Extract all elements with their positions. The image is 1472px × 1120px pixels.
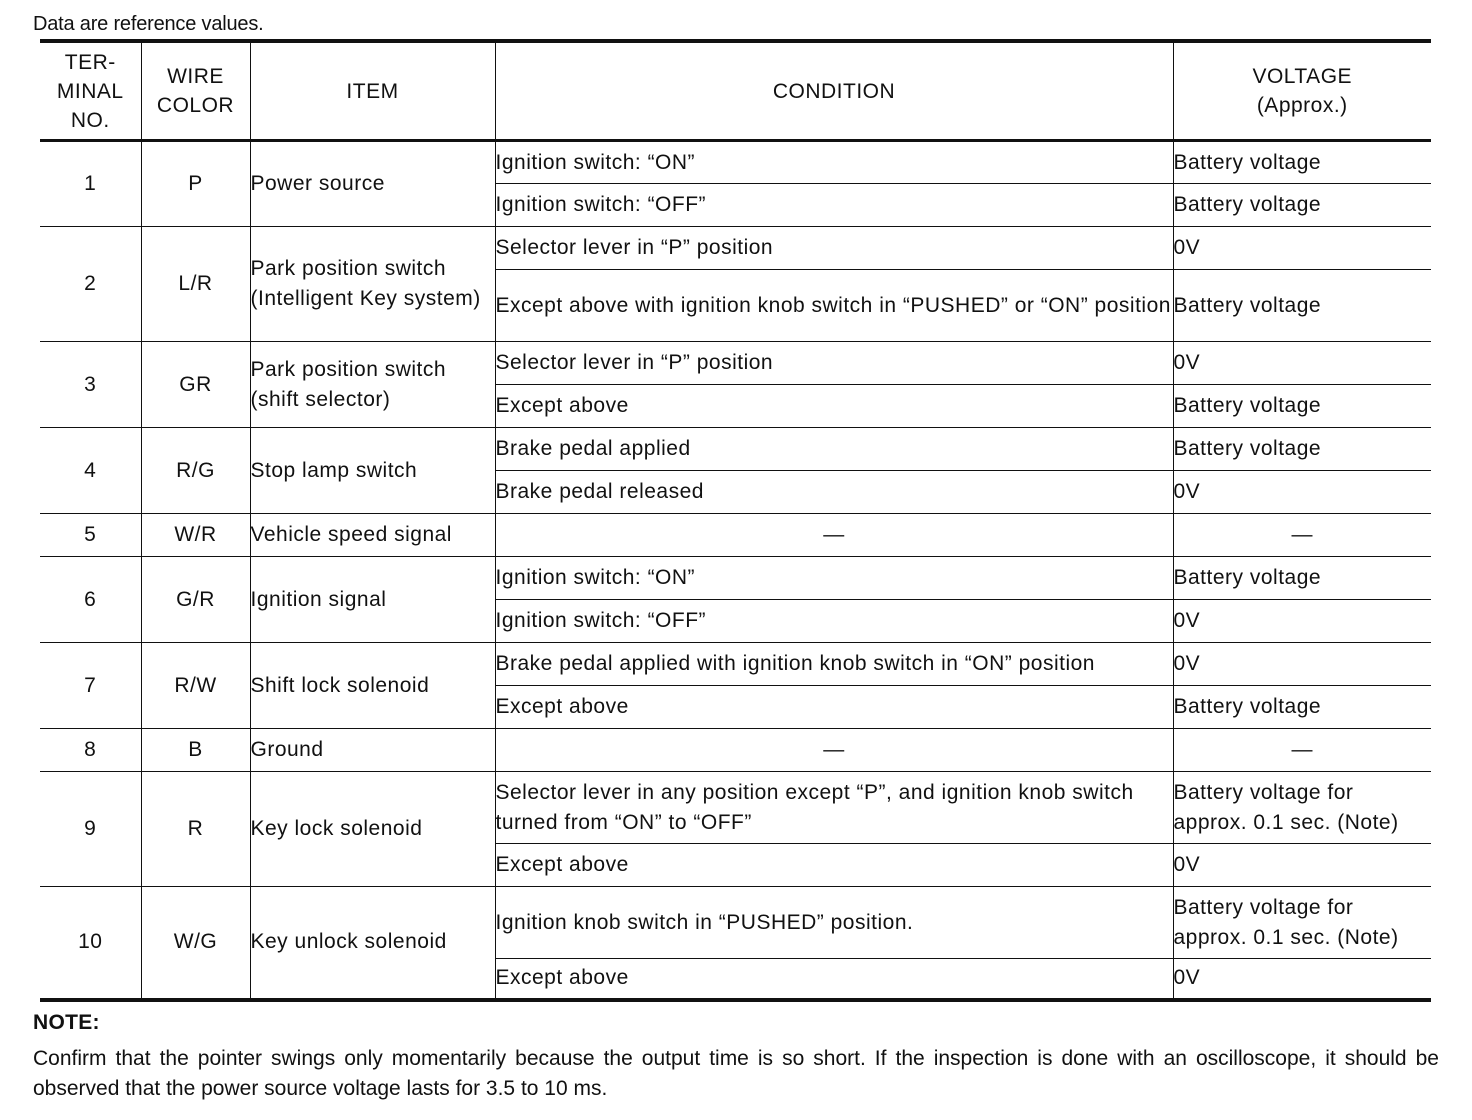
condition-cell: Except above [495,686,1173,729]
condition-cell: Brake pedal applied with ignition knob switch in “ON” position [495,643,1173,686]
condition-cell: Brake pedal released [495,471,1173,514]
item-cell: Park position switch (Intelligent Key system) [250,227,495,342]
wire-color-cell: R/W [141,643,250,729]
table-caption: Data are reference values. [33,13,264,35]
item-cell: Ignition signal [250,557,495,643]
voltage-cell: 0V [1173,600,1431,643]
item-cell: Stop lamp switch [250,428,495,514]
table-row [40,887,1431,959]
voltage-cell: Battery voltage [1173,686,1431,729]
condition-cell: Selector lever in “P” position [495,342,1173,385]
terminal-no-cell: 5 [40,514,141,557]
voltage-cell: 0V [1173,643,1431,686]
header-wire-line-2: COLOR [156,94,235,117]
item-cell: Ground [250,729,495,772]
wire-color-cell: B [141,729,250,772]
terminal-reference-table [40,39,1431,1002]
voltage-cell: Battery voltage [1173,270,1431,342]
condition-cell: Selector lever in “P” position [495,227,1173,270]
item-cell: Vehicle speed signal [250,514,495,557]
wire-color-cell: L/R [141,227,250,342]
wire-color-cell: W/R [141,514,250,557]
condition-cell: Except above [495,385,1173,428]
header-terminal-line-1: TER- [64,50,116,74]
header-wire-line-1: WIRE [167,65,224,88]
table-row [40,557,1431,600]
voltage-cell: Battery voltage [1173,428,1431,471]
voltage-cell: — [1173,514,1431,557]
condition-cell: — [495,514,1173,557]
table-row [40,643,1431,686]
table-row [40,428,1431,471]
terminal-no-cell: 4 [40,428,141,514]
note-title: NOTE: [33,1011,100,1034]
condition-cell: Except above [495,959,1173,1000]
terminal-no-cell: 2 [40,227,141,342]
voltage-cell: Battery voltage [1173,141,1431,184]
wire-color-cell: W/G [141,887,250,1000]
condition-cell: Except above [495,844,1173,887]
condition-cell: Brake pedal applied [495,428,1173,471]
terminal-no-cell: 7 [40,643,141,729]
terminal-no-cell: 1 [40,141,141,227]
header-terminal-line-2: MINAL [56,79,124,103]
condition-cell: Ignition switch: “ON” [495,557,1173,600]
condition-cell: Ignition switch: “ON” [495,141,1173,184]
voltage-cell: Battery voltage [1173,385,1431,428]
note-text: Confirm that the pointer swings only momentarily because the output time is so short. If the inspection is done with an oscilloscope, it should be observed that the power source voltage lasts for 3.5 to 10 ms. [33,1047,1439,1100]
voltage-cell: 0V [1173,227,1431,270]
item-cell: Key unlock solenoid [250,887,495,1000]
item-cell: Park position switch (shift selector) [250,342,495,428]
voltage-cell: Battery voltage [1173,184,1431,227]
item-cell: Power source [250,141,495,227]
header-terminal-line-3: NO. [70,108,110,132]
wire-color-cell: GR [141,342,250,428]
terminal-no-cell: 6 [40,557,141,643]
item-cell: Key lock solenoid [250,772,495,887]
voltage-cell: Battery voltage [1173,557,1431,600]
voltage-cell: Battery voltage for approx. 0.1 sec. (Note) [1173,772,1431,844]
terminal-no-cell: 8 [40,729,141,772]
wire-color-cell: R [141,772,250,887]
condition-cell: Selector lever in any position except “P”, and ignition knob switch turned from “ON” to “OFF” [495,772,1173,844]
table-row [40,514,1431,557]
voltage-cell: 0V [1173,959,1431,1000]
voltage-cell: Battery voltage for approx. 0.1 sec. (Note) [1173,887,1431,959]
header-voltage [1173,41,1431,141]
wire-color-cell: R/G [141,428,250,514]
header-condition: CONDITION [495,41,1173,141]
voltage-cell: 0V [1173,342,1431,385]
condition-cell: Ignition switch: “OFF” [495,600,1173,643]
wire-color-cell: P [141,141,250,227]
condition-cell: — [495,729,1173,772]
terminal-no-cell: 9 [40,772,141,887]
condition-cell: Except above with ignition knob switch in “PUSHED” or “ON” position [495,270,1173,342]
voltage-cell: 0V [1173,844,1431,887]
table-row [40,342,1431,385]
wire-color-cell: G/R [141,557,250,643]
table-row [40,141,1431,184]
condition-cell: Ignition switch: “OFF” [495,184,1173,227]
item-cell: Shift lock solenoid [250,643,495,729]
header-wire-color [141,41,250,141]
header-terminal-no [40,41,141,141]
condition-cell: Ignition knob switch in “PUSHED” position. [495,887,1173,959]
terminal-no-cell: 10 [40,887,141,1000]
table-row [40,227,1431,270]
header-voltage-line-2: (Approx.) [1256,94,1348,117]
header-item: ITEM [250,41,495,141]
table-header-row [40,41,1431,141]
table-row [40,772,1431,844]
voltage-cell: — [1173,729,1431,772]
voltage-cell: 0V [1173,471,1431,514]
header-voltage-line-1: VOLTAGE [1252,65,1353,88]
table-row [40,729,1431,772]
terminal-no-cell: 3 [40,342,141,428]
